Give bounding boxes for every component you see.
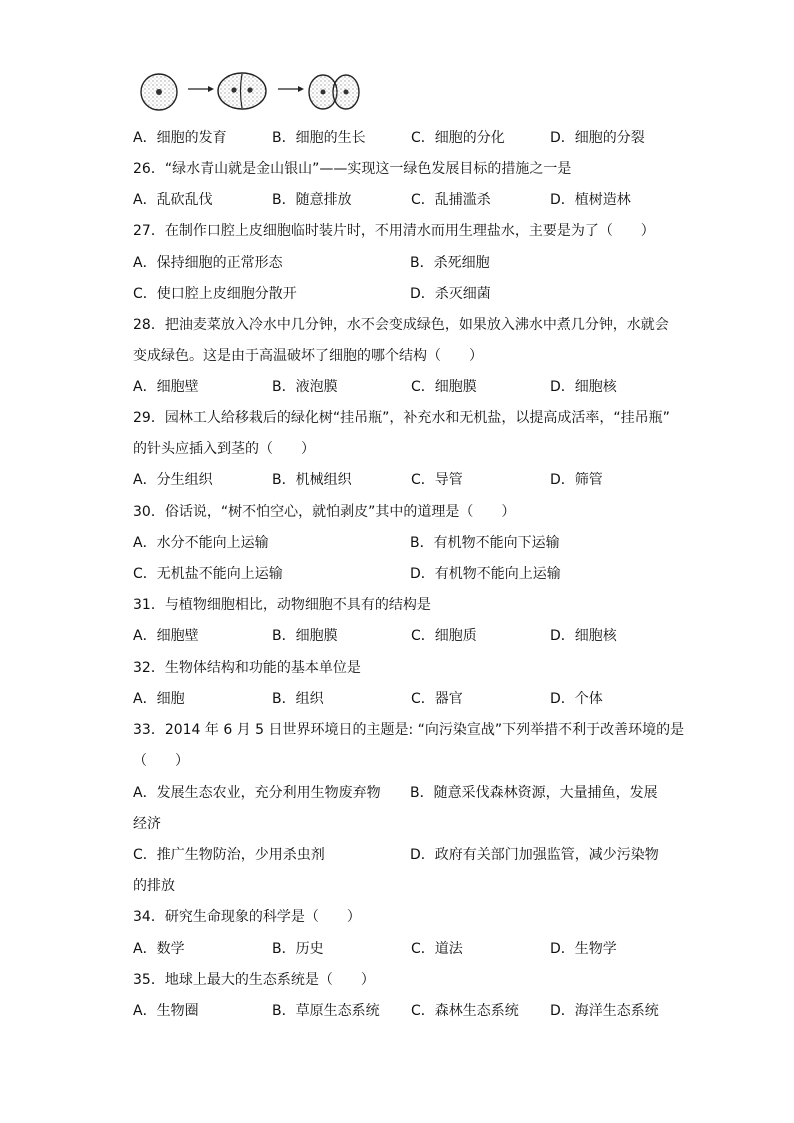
q32-stem: 32．生物体结构和功能的基本单位是 (133, 660, 361, 676)
q26-option-a: A．乱砍乱伐 (133, 192, 213, 208)
q35-option-a: A．生物圈 (133, 1003, 199, 1019)
q27-stem: 27．在制作口腔上皮细胞临时装片时，不用清水而用生理盐水，主要是为了（ ） (133, 223, 655, 239)
q27-option-d: D．杀灭细菌 (410, 286, 491, 302)
q29-options (133, 470, 734, 490)
q34-stem: 34．研究生命现象的科学是（ ） (133, 909, 361, 925)
q26-stem: 26．“绿水青山就是金山银山”——实现这一绿色发展目标的措施之一是 (133, 161, 572, 177)
q28-option-a: A．细胞壁 (133, 379, 199, 395)
q30-option-c: C．无机盐不能向上运输 (133, 566, 283, 582)
q35-stem: 35．地球上最大的生态系统是（ ） (133, 972, 375, 988)
q28-option-c: C．细胞膜 (411, 379, 477, 395)
q33-options-row1 (133, 783, 734, 803)
q31-option-d: D．细胞核 (550, 628, 617, 644)
q29-option-a: A．分生组织 (133, 472, 213, 488)
q35-option-d: D．海洋生态系统 (550, 1003, 659, 1019)
q34-option-a: A．数学 (133, 941, 185, 957)
q34-option-d: D．生物学 (550, 941, 617, 957)
two-cells-drawing (309, 75, 359, 109)
q30-option-b: B．有机物不能向下运输 (410, 535, 560, 551)
q25-option-a: A．细胞的发育 (133, 130, 227, 146)
q25-option-b: B．细胞的生长 (272, 130, 366, 146)
q27-options-row1 (133, 253, 734, 273)
q25-options (133, 128, 734, 148)
q26-option-c: C．乱捕滥杀 (411, 192, 491, 208)
q34-option-c: C．道法 (411, 941, 463, 957)
q26-option-d: D．植树造林 (550, 192, 631, 208)
q33-options-row2 (133, 845, 734, 865)
q31-options (133, 626, 734, 646)
arrow-icon (188, 86, 214, 92)
q32-options (133, 689, 734, 709)
arrow-icon (278, 86, 304, 92)
q25-option-d: D．细胞的分裂 (550, 130, 645, 146)
q31-option-b: B．细胞膜 (272, 628, 338, 644)
q30-option-d: D．有机物不能向上运输 (410, 566, 561, 582)
q33-stem-line2: （ ） (133, 753, 189, 769)
q29-option-b: B．机械组织 (272, 472, 352, 488)
q30-options-row2 (133, 564, 734, 584)
q33-option-a: A．发展生态农业，充分利用生物废弃物 (133, 785, 381, 801)
q29-option-d: D．筛管 (550, 472, 603, 488)
q31-option-a: A．细胞壁 (133, 628, 199, 644)
q35-option-c: C．森林生态系统 (411, 1003, 519, 1019)
q28-option-d: D．细胞核 (550, 379, 617, 395)
q30-options-row1 (133, 533, 734, 553)
q33-option-c: C．推广生物防治，少用杀虫剂 (133, 847, 325, 863)
q26-options (133, 190, 734, 210)
q33-option-b-cont: 经济 (133, 816, 161, 832)
cell-division-figure (136, 68, 366, 116)
q27-option-b: B．杀死细胞 (410, 255, 490, 271)
q33-stem-line1: 33．2014 年 6 月 5 日世界环境日的主题是: “向污染宣战”下列举措不利于改善环境的是 (133, 722, 685, 738)
q33-option-b: B．随意采伐森林资源，大量捕鱼，发展 (410, 785, 658, 801)
q28-options (133, 377, 734, 397)
q35-option-b: B．草原生态系统 (272, 1003, 380, 1019)
single-cell-drawing (141, 74, 177, 110)
q31-stem: 31．与植物细胞相比，动物细胞不具有的结构是 (133, 597, 431, 613)
q30-option-a: A．水分不能向上运输 (133, 535, 269, 551)
q27-option-c: C．使口腔上皮细胞分散开 (133, 286, 297, 302)
q32-option-c: C．器官 (411, 691, 463, 707)
q29-stem-line2: 的针头应插入到茎的（ ） (133, 441, 315, 457)
q32-option-b: B．组织 (272, 691, 324, 707)
q27-options-row2 (133, 284, 734, 304)
q29-stem-line1: 29．园林工人给移栽后的绿化树“挂吊瓶”，补充水和无机盐，以提高成活率，“挂吊瓶” (133, 410, 670, 426)
q28-option-b: B．液泡膜 (272, 379, 338, 395)
q26-option-b: B．随意排放 (272, 192, 352, 208)
q29-option-c: C．导管 (411, 472, 463, 488)
q30-stem: 30．俗话说，“树不怕空心，就怕剥皮”其中的道理是（ ） (133, 504, 516, 520)
q25-option-c: C．细胞的分化 (411, 130, 505, 146)
q34-options (133, 939, 734, 959)
q31-option-c: C．细胞质 (411, 628, 477, 644)
dividing-cell-drawing (218, 73, 266, 109)
q35-options (133, 1001, 734, 1021)
q33-option-d-cont: 的排放 (133, 878, 175, 894)
q34-option-b: B．历史 (272, 941, 324, 957)
q32-option-d: D．个体 (550, 691, 603, 707)
q28-stem-line1: 28．把油麦菜放入冷水中几分钟，水不会变成绿色，如果放入沸水中煮几分钟，水就会 (133, 317, 669, 333)
q33-option-d: D．政府有关部门加强监管，减少污染物 (410, 847, 659, 863)
q28-stem-line2: 变成绿色。这是由于高温破坏了细胞的哪个结构（ ） (133, 348, 483, 364)
q32-option-a: A．细胞 (133, 691, 185, 707)
q27-option-a: A．保持细胞的正常形态 (133, 255, 283, 271)
